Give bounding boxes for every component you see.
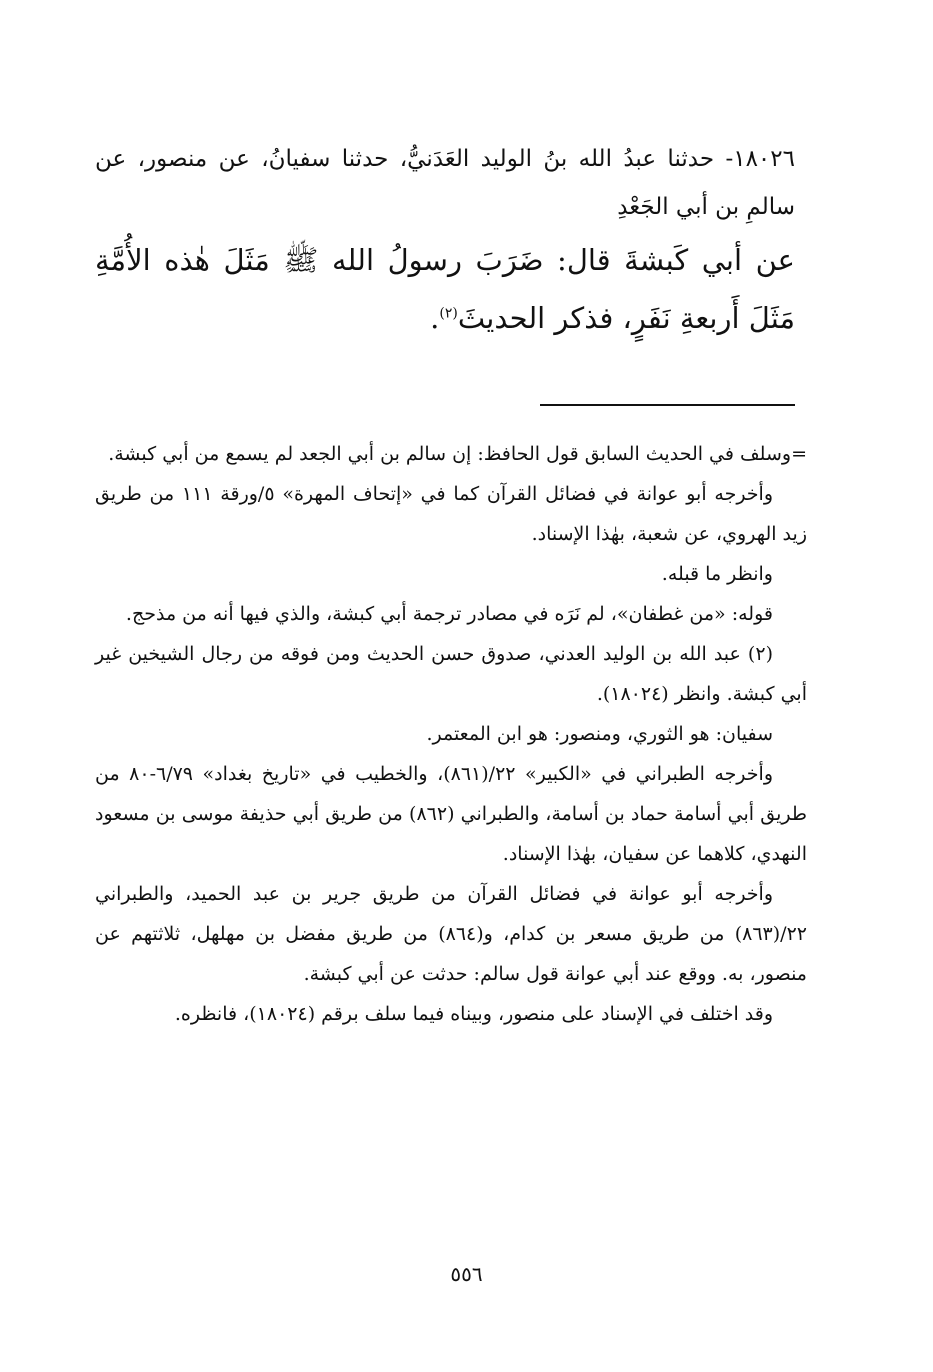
footnote-2-paragraph: سفيان: هو الثوري، ومنصور: هو ابن المعتمر. [426,723,773,745]
footnote-1-paragraph: وانظر ما قبله. [661,563,773,585]
page-number: ٥٥٦ [450,1262,483,1286]
footnote-marker[interactable]: (٢) [439,305,458,322]
footnote-1-paragraph: وأخرجه أبو عوانة في فضائل القرآن كما في «إتحاف المهرة» ٥/ورقة ١١١ من طريق زيد الهروي، عن شعبة، بهٰذا الإسناد. [95,483,807,545]
footnote-1-paragraph: قوله: «من غطفان»، لم نَرَه في مصادر ترجمة أبي كبشة، والذي فيها أنه من مذحج. [125,603,773,625]
hadith-matn-end: . [430,301,440,335]
footnote-2-paragraph: وأخرجه أبو عوانة في فضائل القرآن من طريق جرير بن عبد الحميد، والطبراني ٢٢/(٨٦٣) من طريق مسعر بن كدام، و(٨٦٤) من طريق مفضل بن مهلهل، ثلاثتهم عن منصور، به. ووقع عند أبي عوانة قول سالم: حدثت عن أبي كبشة. [95,883,807,985]
footnote-2-paragraph: (٢) عبد الله بن الوليد العدني، صدوق حسن الحديث ومن فوقه من رجال الشيخين غير أبي كبشة. وانظر (١٨٠٢٤). [95,643,807,705]
hadith-matn [95,231,795,347]
hadith-matn-text: عن أبي كَبشةَ قال: ضَرَبَ رسولُ الله ﷺ مَثَلَ هٰذه الأُمَّةِ مَثَلَ أَربعةِ نَفَرٍ، فذكر الحديثَ [95,243,795,335]
footnote-divider [540,404,795,406]
footnote-2-paragraph: وأخرجه الطبراني في «الكبير» ٢٢/(٨٦١)، والخطيب في «تاريخ بغداد» ٦/٧٩-٨٠ من طريق أبي أسامة حماد بن أسامة، والطبراني (٨٦٢) من طريق أبي حذيفة موسى بن مسعود النهدي، كلاهما عن سفيان، بهٰذا الإسناد. [95,763,807,865]
footnotes [95,434,807,1034]
hadith-block [95,135,795,347]
footnote-2-paragraph: وقد اختلف في الإسناد على منصور، وبيناه فيما سلف برقم (١٨٠٢٤)، فانظره. [174,1003,773,1025]
footnote-1-continuation: =وسلف في الحديث السابق قول الحافظ: إن سالم بن أبي الجعد لم يسمع من أبي كبشة. [108,443,807,465]
hadith-isnad: ١٨٠٢٦- حدثنا عبدُ الله بنُ الوليد العَدَنيُّ، حدثنا سفيانُ، عن منصور، عن سالمِ بن أبي الجَعْدِ [95,146,795,220]
